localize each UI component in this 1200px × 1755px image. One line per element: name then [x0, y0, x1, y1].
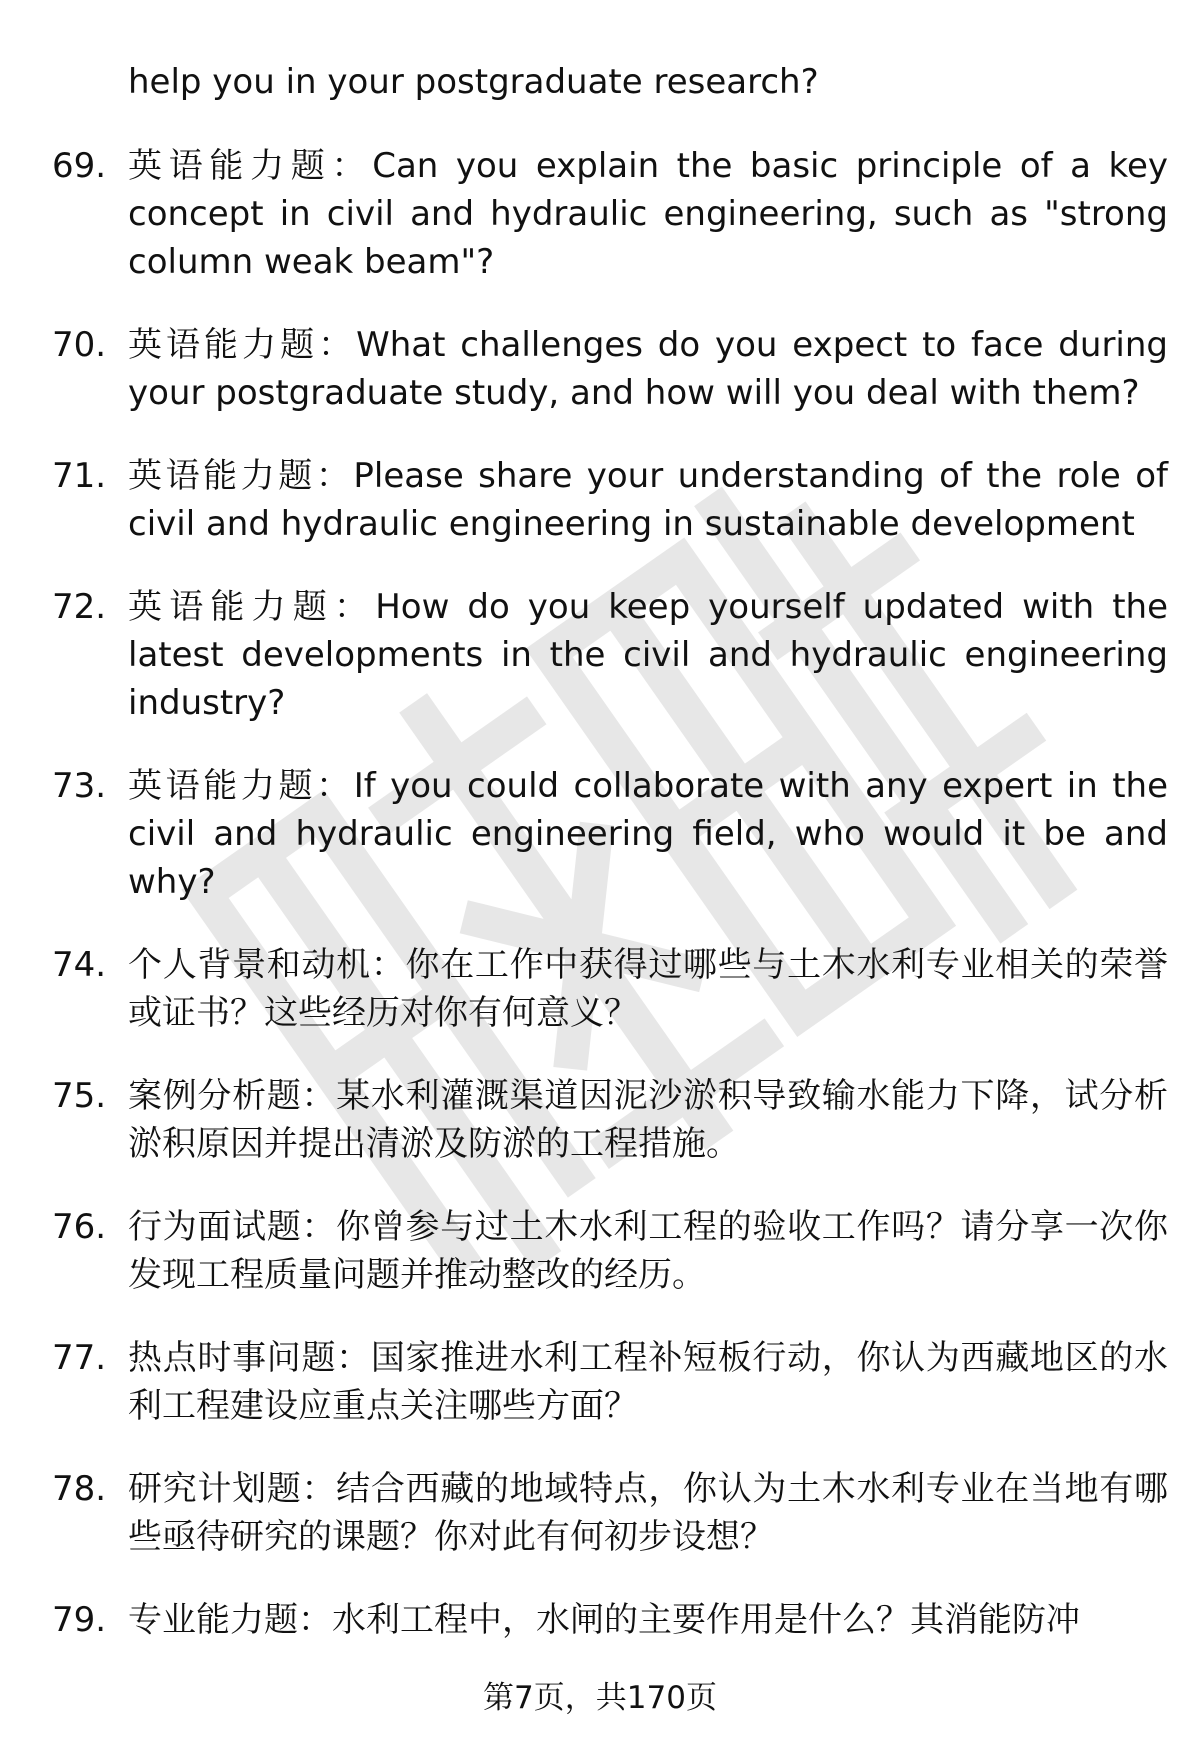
page-footer: 第7页，共170页	[483, 1680, 717, 1716]
question-body	[128, 321, 1168, 417]
question-number: 73.	[52, 766, 107, 806]
question-text: Please share your understanding of the role of civil and hydraulic engineering in sustainable development	[128, 456, 1168, 544]
question-text: Can you explain the basic principle of a key concept in civil and hydraulic engineering, such as "strong column weak beam"?	[128, 146, 1168, 282]
question-category: 研究计划题：	[128, 1469, 337, 1509]
question-number: 77.	[52, 1338, 107, 1378]
question-item	[52, 1465, 1168, 1561]
question-number: 71.	[52, 456, 107, 496]
question-text: How do you keep yourself updated with the latest developments in the civil and hydraulic engineering industry?	[128, 587, 1169, 723]
question-item	[52, 762, 1168, 906]
question-body	[128, 142, 1168, 286]
question-category: 英语能力题：	[128, 146, 373, 186]
question-text: 你在工作中获得过哪些与土木水利专业相关的荣誉或证书？这些经历对你有何意义？	[128, 945, 1169, 1033]
question-category: 英语能力题：	[128, 587, 376, 627]
question-text: If you could collaborate with any expert in the civil and hydraulic engineering field, who would it be and why?	[128, 766, 1168, 902]
question-body	[128, 1072, 1168, 1168]
question-body	[128, 1203, 1168, 1299]
question-body	[128, 1334, 1168, 1430]
question-text: What challenges do you expect to face during your postgraduate study, and how will you deal with them?	[128, 325, 1168, 413]
question-category: 热点时事问题：	[128, 1338, 371, 1378]
question-body	[128, 1465, 1168, 1561]
question-body	[128, 1596, 1168, 1644]
question-body	[128, 452, 1168, 548]
question-item	[52, 321, 1168, 417]
question-number: 72.	[52, 587, 107, 627]
question-number: 75.	[52, 1076, 107, 1116]
question-category: 专业能力题：	[128, 1600, 332, 1640]
question-category: 行为面试题：	[128, 1207, 337, 1247]
question-body	[128, 941, 1168, 1037]
question-item	[52, 452, 1168, 548]
question-item	[52, 1203, 1168, 1299]
question-list	[52, 142, 1168, 1679]
question-body	[128, 583, 1168, 727]
question-item	[52, 941, 1168, 1037]
question-text: 某水利灌溉渠道因泥沙淤积导致输水能力下降，试分析淤积原因并提出清淤及防淤的工程措施。	[128, 1076, 1169, 1164]
question-category: 案例分析题：	[128, 1076, 337, 1116]
question-body	[128, 762, 1168, 906]
question-item	[52, 583, 1168, 727]
question-number: 70.	[52, 325, 107, 365]
question-number: 78.	[52, 1469, 107, 1509]
question-text: 国家推进水利工程补短板行动，你认为西藏地区的水利工程建设应重点关注哪些方面？	[128, 1338, 1168, 1426]
question-number: 69.	[52, 146, 107, 186]
question-category: 个人背景和动机：	[128, 945, 406, 985]
question-number: 76.	[52, 1207, 107, 1247]
question-item	[52, 1334, 1168, 1430]
question-item	[52, 1596, 1168, 1644]
continuation-text: help you in your postgraduate research?	[128, 62, 819, 102]
question-text: 你曾参与过土木水利工程的验收工作吗？请分享一次你发现工程质量问题并推动整改的经历。	[128, 1207, 1169, 1295]
question-category: 英语能力题：	[128, 325, 357, 365]
question-number: 79.	[52, 1600, 107, 1640]
question-text: 结合西藏的地域特点，你认为土木水利专业在当地有哪些亟待研究的课题？你对此有何初步设想？	[128, 1469, 1169, 1557]
question-text: 水利工程中，水闸的主要作用是什么？其消能防冲	[332, 1600, 1080, 1640]
question-number: 74.	[52, 945, 107, 985]
question-category: 英语能力题：	[128, 456, 354, 496]
question-item	[52, 142, 1168, 286]
question-category: 英语能力题：	[128, 766, 354, 806]
question-item	[52, 1072, 1168, 1168]
